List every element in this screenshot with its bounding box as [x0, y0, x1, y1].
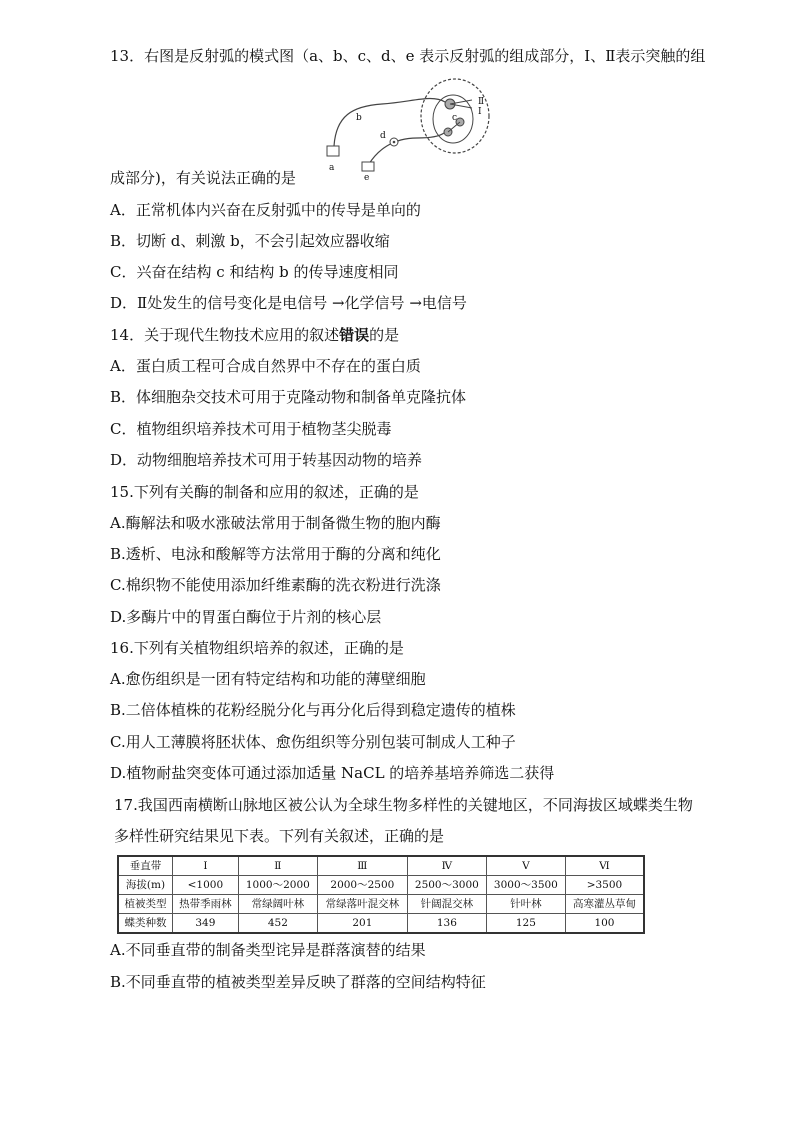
table-row: [118, 856, 644, 876]
butterfly-table: [117, 855, 645, 934]
table-cell: 136: [407, 914, 486, 934]
q16-stem: 16.下列有关植物组织培养的叙述，正确的是: [110, 639, 404, 657]
q14-option-d: D．动物细胞培养技术可用于转基因动物的培养: [110, 451, 423, 469]
table-cell: 针阔混交林: [407, 895, 486, 914]
table-cell: Ⅱ: [238, 856, 317, 876]
table-cell: 3000～3500: [486, 876, 565, 895]
table-cell: >3500: [565, 876, 644, 895]
table-row: [118, 895, 644, 914]
table-cell: 452: [238, 914, 317, 934]
q17-option-b: B.不同垂直带的植被类型差异反映了群落的空间结构特征: [110, 973, 486, 991]
q15-option-a: A.酶解法和吸水涨破法常用于制备微生物的胞内酶: [110, 514, 441, 532]
label-b: b: [356, 113, 362, 123]
table-cell: 蝶类种数: [118, 914, 172, 934]
q13-option-c: C．兴奋在结构 c 和结构 b 的传导速度相同: [110, 263, 399, 281]
label-d: d: [380, 131, 386, 141]
table-cell: 125: [486, 914, 565, 934]
label-II: Ⅱ: [478, 97, 485, 107]
table-cell: 2000～2500: [317, 876, 407, 895]
q17-option-a: A.不同垂直带的制备类型诧异是群落演替的结果: [110, 941, 426, 959]
q13-option-d: D．Ⅱ处发生的信号变化是电信号 →化学信号 →电信号: [110, 294, 467, 312]
q14-option-a: A．蛋白质工程可合成自然界中不存在的蛋白质: [110, 357, 421, 375]
q15-option-c: C.棉织物不能使用添加纤维素酶的洗衣粉进行洗涤: [110, 576, 441, 594]
q15-option-b: B.透析、电泳和酸解等方法常用于酶的分离和纯化: [110, 545, 441, 563]
table-cell: 常绿落叶混交林: [317, 895, 407, 914]
q13-stem-cont: 成部分)，有关说法正确的是: [110, 169, 296, 187]
q16-option-a: A.愈伤组织是一团有特定结构和功能的薄壁细胞: [110, 670, 426, 688]
q15-option-d: D.多酶片中的胃蛋白酶位于片剂的核心层: [110, 608, 382, 626]
table-cell: 热带季雨林: [172, 895, 238, 914]
table-cell: 100: [565, 914, 644, 934]
table-cell: 植被类型: [118, 895, 172, 914]
table-cell: 海拔(m): [118, 876, 172, 895]
effector-e: [362, 162, 374, 171]
table-cell: Ⅰ: [172, 856, 238, 876]
table-cell: <1000: [172, 876, 238, 895]
label-c: c: [452, 113, 458, 123]
table-cell: Ⅲ: [317, 856, 407, 876]
q14-option-c: C．植物组织培养技术可用于植物茎尖脱毒: [110, 420, 392, 438]
neuron-body: [445, 99, 455, 109]
label-I: Ⅰ: [478, 107, 482, 117]
q14-stem-emph: 错误: [339, 326, 370, 344]
q16-option-c: C.用人工薄膜将胚状体、愈伤组织等分别包装可制成人工种子: [110, 733, 516, 751]
table-cell: 垂直带: [118, 856, 172, 876]
table-cell: Ⅵ: [565, 856, 644, 876]
q14-option-b: B．体细胞杂交技术可用于克隆动物和制备单克隆抗体: [110, 388, 467, 406]
receptor-a: [327, 146, 339, 156]
reflex-arc-diagram: [322, 76, 492, 188]
label-e: e: [364, 173, 370, 183]
q13-stem: 13．右图是反射弧的模式图（a、b、c、d、e 表示反射弧的组成部分，Ⅰ、Ⅱ表示突触的组: [110, 47, 706, 65]
q13-option-a: A．正常机体内兴奋在反射弧中的传导是单向的: [110, 201, 421, 219]
table-cell: 高寒灌丛草甸: [565, 895, 644, 914]
table-cell: 1000～2000: [238, 876, 317, 895]
q16-option-d: D.植物耐盐突变体可通过添加适量 NaCL 的培养基培养筛选二获得: [110, 764, 555, 782]
q17-stem-cont: 多样性研究结果见下表。下列有关叙述，正确的是: [114, 827, 445, 845]
q13-option-b: B．切断 d、刺激 b，不会引起效应器收缩: [110, 232, 390, 250]
q14-stem-pre: 14．关于现代生物技术应用的叙述: [110, 326, 340, 344]
table-cell: Ⅴ: [486, 856, 565, 876]
q15-stem: 15.下列有关酶的制备和应用的叙述，正确的是: [110, 483, 419, 501]
q14-stem: [110, 325, 399, 345]
q14-stem-post: 的是: [369, 326, 400, 344]
table-cell: Ⅳ: [407, 856, 486, 876]
table-cell: 常绿阔叶林: [238, 895, 317, 914]
table-cell: 2500～3000: [407, 876, 486, 895]
table-cell: 201: [317, 914, 407, 934]
table-cell: 针叶林: [486, 895, 565, 914]
table-row: [118, 914, 644, 934]
q16-option-b: B.二倍体植株的花粉经脱分化与再分化后得到稳定遗传的植株: [110, 701, 516, 719]
label-a: a: [329, 163, 335, 173]
table-cell: 349: [172, 914, 238, 934]
table-row: [118, 876, 644, 895]
q17-stem: 17.我国西南横断山脉地区被公认为全球生物多样性的关键地区，不同海拔区域蝶类生物: [114, 796, 693, 814]
